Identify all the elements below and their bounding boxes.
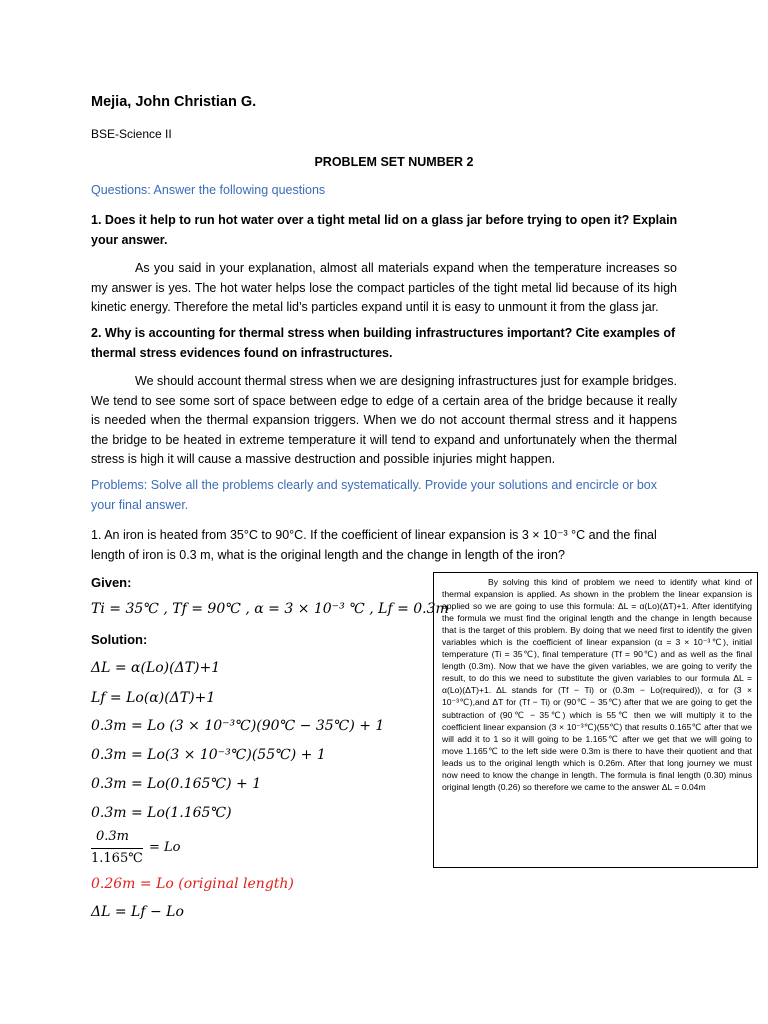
solution-line-1: ΔL = α(Lo)(ΔT)+1 xyxy=(91,660,221,676)
student-name: Mejia, John Christian G. xyxy=(91,94,257,110)
fraction-denominator: 1.165℃ xyxy=(91,851,143,866)
original-length-answer: 0.26m = Lo (original length) xyxy=(91,876,294,892)
fraction-rhs: = Lo xyxy=(149,840,181,855)
solution-line-2: Lf = Lo(α)(ΔT)+1 xyxy=(91,690,216,706)
problem-1: 1. An iron is heated from 35°C to 90°C. If the coefficient of linear expansion is 3 × 10⁻³ °C and the final length of iron is 0.3 m, what is the original length and the change in length of the iron? xyxy=(91,528,657,562)
answer-2-text: We should account thermal stress when we are designing infrastructures just for example bridges. We tend to see some sort of space between edge to edge of a certain area of the bridge because it really is needed when the thermal expansion triggers. When we do not account thermal stress and it happens the bridge to be heated in extreme temperature it will tend to expand and unfortunately when the thermal stress is high it will cause a massive destruction and possible injuries might happen. xyxy=(91,374,677,466)
solution-line-5: 0.3m = Lo(0.165℃) + 1 xyxy=(91,776,262,792)
questions-heading: Questions: Answer the following questions xyxy=(91,183,326,197)
question-2: 2. Why is accounting for thermal stress when building infrastructures important? Cite examples of thermal stress evidences found on infrastructures. xyxy=(91,326,676,360)
solution-line-6: 0.3m = Lo(1.165℃) xyxy=(91,805,232,821)
answer-1-text: As you said in your explanation, almost all materials expand when the temperature increases so my answer is yes. The hot water helps lose the compact particles of the tight metal lid because of its high kinetic energy. Therefore the metal lid’s particles expand until it is easy to unmount it from the glass jar. xyxy=(91,261,677,314)
answer-1 xyxy=(91,259,677,318)
explanation-body: By solving this kind of problem we need to identify what kind of thermal expansion is applied. As shown in the problem the linear expansion is applied so we are going to use this formula: ΔL = α(Lo)(ΔT)+1. After identifying the formula we must find the original length and the change in length because that is the target of this problem. By doing that we need first to identify the given variables which is the coefficient of linear expansion (α = 3 × 10⁻³℃), initial temperature (Ti = 35℃), final temperature (Tf = 90℃) and as well as the final length (0.3m). Now that we have the given variables, we are going to verify the result, to do this we need to substitute the given variables to our formula ΔL = α(Lo)(ΔT)+1. ΔL stands for (Tf − Ti) or (0.3m − Lo(required)), α for (3 × 10⁻³℃),and ΔT for (Tf − Ti) or (90℃ − 35℃) after that we are going to get the subtraction of (90℃ − 35℃) which is 55℃ then we will multiply it to the coefficient linear expansion (3 × 10⁻³℃)(55℃) that results 0.165℃ after that we will add it to 1 so it will going to be 1.165℃ after we get that we will going to move 1.165℃ to the left side were 0.3m is there to have their quotient and that leads us to the original length which is 0.26m. After that long journey we must now need to know the change in length. The formula is final length (0.30) minus original length (0.26) so therefore we came to the answer ΔL = 0.04m xyxy=(442,577,752,792)
fraction-bar xyxy=(91,848,143,849)
course-label: BSE-Science II xyxy=(91,127,172,141)
question-1: 1. Does it help to run hot water over a tight metal lid on a glass jar before trying to open it? Explain your answer. xyxy=(91,213,678,247)
explanation-text xyxy=(442,576,752,793)
problem-set-title: PROBLEM SET NUMBER 2 xyxy=(314,155,474,169)
given-label: Given: xyxy=(91,575,132,590)
solution-line-7: ΔL = Lf − Lo xyxy=(91,904,184,920)
answer-2 xyxy=(91,372,677,470)
solution-label: Solution: xyxy=(91,632,148,647)
given-values: Ti = 35℃ , Tf = 90℃ , α = 3 × 10⁻³ ℃ , Lf = 0.3m xyxy=(91,601,449,617)
solution-line-3: 0.3m = Lo (3 × 10⁻³℃)(90℃ − 35℃) + 1 xyxy=(91,718,385,734)
solution-line-4: 0.3m = Lo(3 × 10⁻³℃)(55℃) + 1 xyxy=(91,747,326,763)
fraction-numerator: 0.3m xyxy=(96,829,130,844)
problems-heading: Problems: Solve all the problems clearly and systematically. Provide your solutions and encircle or box your final answer. xyxy=(91,478,657,512)
